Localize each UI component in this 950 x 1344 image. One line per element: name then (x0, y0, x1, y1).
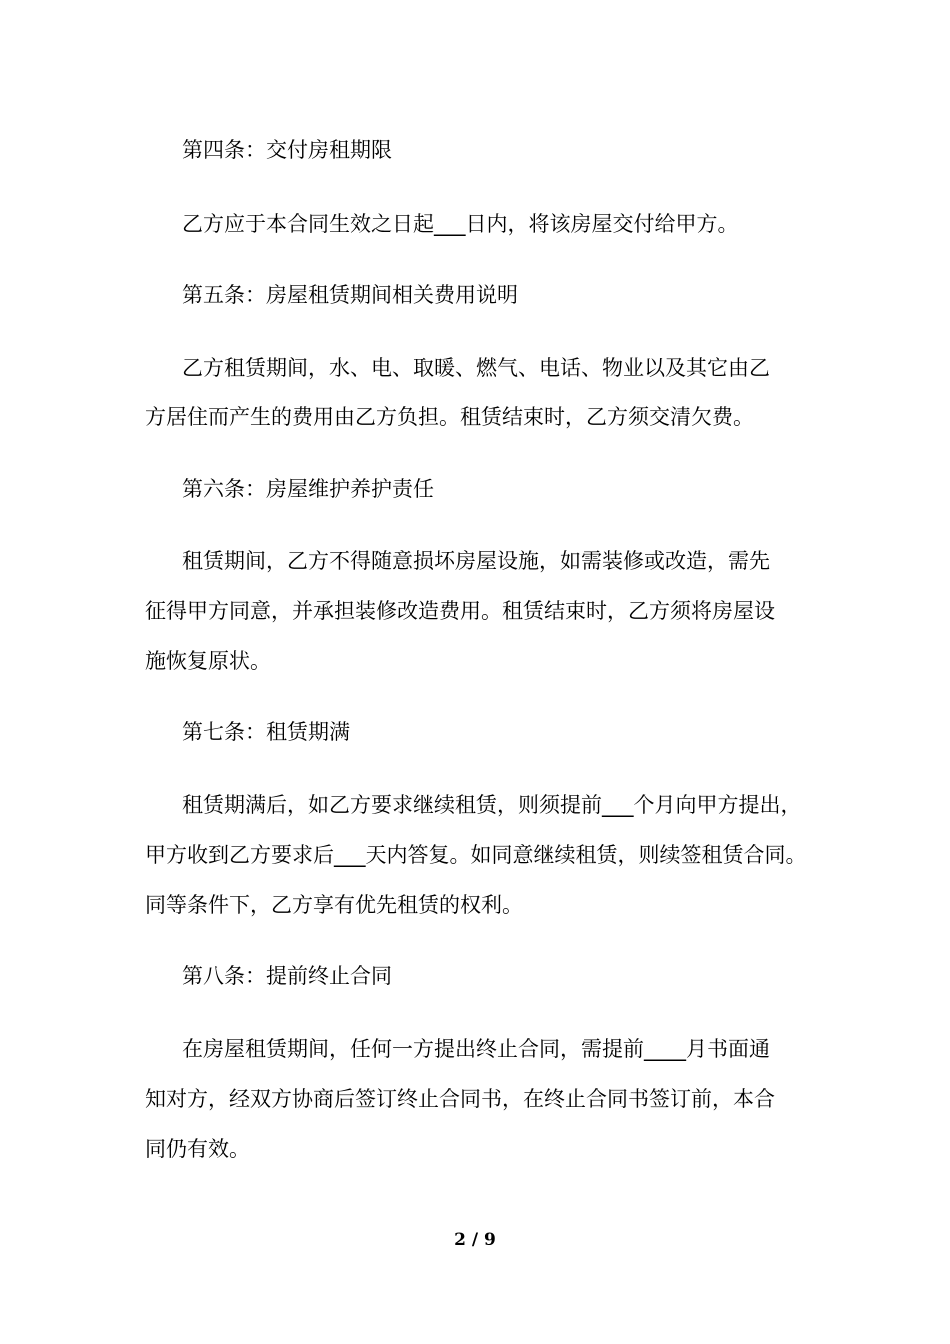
article-5-heading: 第五条：房屋租赁期间相关费用说明 (182, 283, 518, 307)
article-4-heading: 第四条：交付房租期限 (182, 138, 392, 162)
article-4-text-line-1: 乙方应于本合同生效之日起___日内，将该房屋交付给甲方。 (182, 212, 739, 236)
article-8-text-line-1: 在房屋租赁期间，任何一方提出终止合同，需提前____月书面通 (182, 1037, 770, 1061)
article-8-text-line-3: 同仍有效。 (145, 1137, 250, 1161)
article-5-text-line-1: 乙方租赁期间，水、电、取暖、燃气、电话、物业以及其它由乙 (182, 356, 770, 380)
article-8-text-line-2: 知对方，经双方协商后签订终止合同书，在终止合同书签订前，本合 (145, 1087, 775, 1111)
page-number: 2 / 9 (454, 1230, 496, 1250)
article-7-text-line-2: 甲方收到乙方要求后___天内答复。如同意继续租赁，则续签租赁合同。 (145, 843, 807, 867)
article-6-heading: 第六条：房屋维护养护责任 (182, 477, 434, 501)
article-7-text-line-3: 同等条件下，乙方享有优先租赁的权利。 (145, 893, 523, 917)
article-7-text-line-1: 租赁期满后，如乙方要求继续租赁，则须提前___个月向甲方提出， (182, 793, 802, 817)
article-8-heading: 第八条：提前终止合同 (182, 964, 392, 988)
article-6-text-line-1: 租赁期间，乙方不得随意损坏房屋设施，如需装修或改造，需先 (182, 549, 770, 573)
article-5-text-line-2: 方居住而产生的费用由乙方负担。租赁结束时，乙方须交清欠费。 (145, 405, 754, 429)
article-6-text-line-2: 征得甲方同意，并承担装修改造费用。租赁结束时，乙方须将房屋设 (145, 599, 775, 623)
article-7-heading: 第七条：租赁期满 (182, 720, 350, 744)
article-6-text-line-3: 施恢复原状。 (145, 649, 271, 673)
